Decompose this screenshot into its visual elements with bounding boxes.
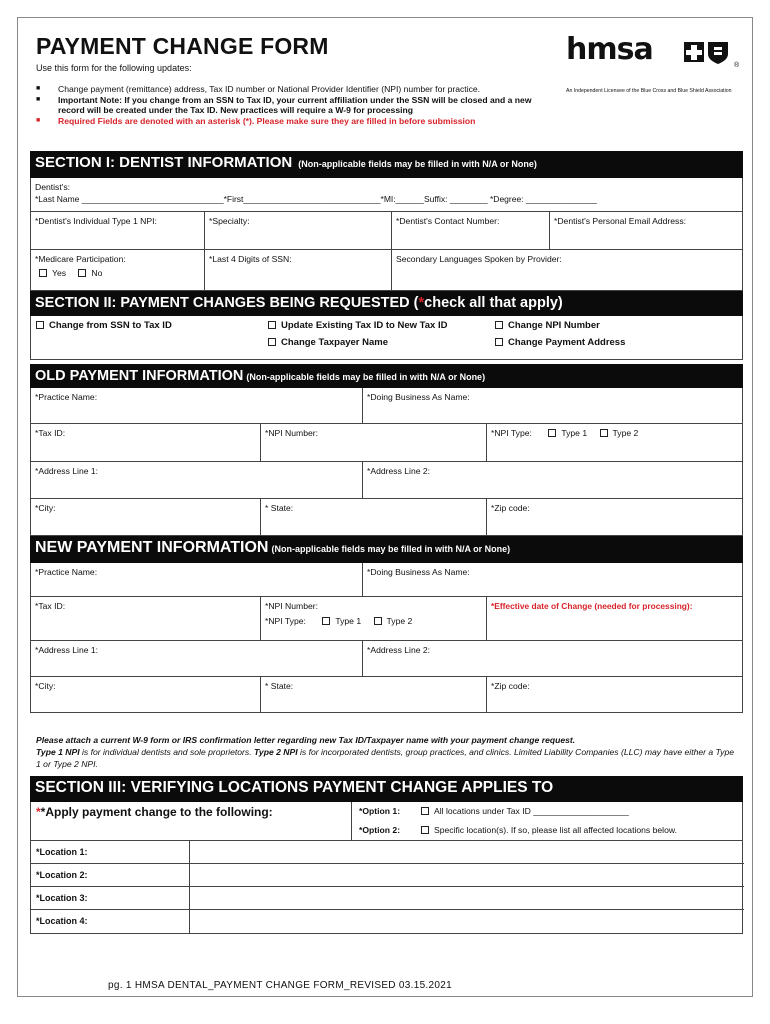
- individual-npi-field[interactable]: *Dentist's Individual Type 1 NPI:: [31, 212, 205, 250]
- new-type1-checkbox[interactable]: [322, 617, 330, 625]
- section1-header: SECTION I: DENTIST INFORMATION (Non-applicable fields may be filled in with N/A or None): [30, 151, 743, 178]
- new-tax-id-field[interactable]: *Tax ID:: [31, 597, 261, 641]
- checkbox[interactable]: [268, 338, 276, 346]
- old-state-field[interactable]: * State:: [261, 499, 487, 535]
- old-payment-header: OLD PAYMENT INFORMATION (Non-applicable fields may be filled in with N/A or None): [30, 364, 743, 388]
- new-type2-checkbox[interactable]: [374, 617, 382, 625]
- form-page: [17, 17, 753, 997]
- new-practice-name-field[interactable]: *Practice Name:: [31, 563, 363, 597]
- option2-row: *Option 2: Specific location(s). If so, please list all affected locations below.: [359, 825, 677, 835]
- old-practice-name-field[interactable]: *Practice Name:: [31, 388, 363, 424]
- location-row-3[interactable]: *Location 3:: [31, 887, 744, 910]
- instructions-list: [36, 84, 556, 126]
- dentist-name-field[interactable]: Dentist's: *Last Name ______________________________*First_____________________________*MI:______Suffix: ________ *Degree: _______________: [31, 178, 742, 212]
- contact-number-field[interactable]: *Dentist's Contact Number:: [392, 212, 550, 250]
- email-field[interactable]: *Dentist's Personal Email Address:: [550, 212, 742, 250]
- medicare-field: *Medicare Participation: Yes No: [31, 250, 205, 290]
- old-type1-checkbox[interactable]: [548, 429, 556, 437]
- registered-mark-icon: ®: [734, 62, 740, 69]
- blue-cross-shield-icon: [682, 40, 730, 64]
- option-change-npi[interactable]: Change NPI Number: [495, 320, 600, 331]
- section1-grid: [30, 178, 743, 291]
- location-row-2[interactable]: *Location 2:: [31, 864, 744, 887]
- medicare-yes-checkbox[interactable]: [39, 269, 47, 277]
- new-city-field[interactable]: *City:: [31, 677, 261, 712]
- new-address1-field[interactable]: *Address Line 1:: [31, 641, 363, 677]
- bullet-icon: ■: [36, 85, 41, 92]
- old-tax-id-field[interactable]: *Tax ID:: [31, 424, 261, 462]
- option-update-tax-id[interactable]: Update Existing Tax ID to New Tax ID: [268, 320, 447, 331]
- new-npi-number-field[interactable]: *NPI Number:: [265, 601, 319, 611]
- new-address2-field[interactable]: *Address Line 2:: [363, 641, 742, 677]
- specialty-field[interactable]: *Specialty:: [205, 212, 392, 250]
- option1-row: *Option 1: All locations under Tax ID ____________________: [359, 806, 629, 816]
- ssn-last4-field[interactable]: *Last 4 Digits of SSN:: [205, 250, 392, 290]
- page-subtitle: Use this form for the following updates:: [36, 63, 192, 73]
- instruction-item: ■ Required Fields are denoted with an asterisk (*). Please make sure they are filled in before submission: [36, 115, 476, 126]
- medicare-no-checkbox[interactable]: [78, 269, 86, 277]
- hmsa-logo: [566, 32, 746, 98]
- effective-date-field[interactable]: *Effective date of Change (needed for processing):: [487, 597, 742, 641]
- logo-tagline: An Independent Licensee of the Blue Cross and Blue Shield Association: [566, 88, 732, 94]
- section2-options: [30, 316, 743, 360]
- old-dba-field[interactable]: *Doing Business As Name:: [363, 388, 742, 424]
- old-address1-field[interactable]: *Address Line 1:: [31, 462, 363, 499]
- option-ssn-to-tax-id[interactable]: Change from SSN to Tax ID: [36, 320, 172, 331]
- new-state-field[interactable]: * State:: [261, 677, 487, 712]
- bullet-icon: ■: [36, 95, 41, 103]
- new-npi-field: *NPI Number: *NPI Type: Type 1 Type 2: [261, 597, 487, 641]
- old-npi-number-field[interactable]: *NPI Number:: [261, 424, 487, 462]
- logo-wordmark: hmsa: [566, 32, 653, 67]
- old-type2-checkbox[interactable]: [600, 429, 608, 437]
- page-title: PAYMENT CHANGE FORM: [36, 33, 329, 59]
- section2-header: SECTION II: PAYMENT CHANGES BEING REQUESTED (*check all that apply): [30, 291, 743, 316]
- old-address2-field[interactable]: *Address Line 2:: [363, 462, 742, 499]
- instruction-item: ■ Change payment (remittance) address, Tax ID number or National Provider Identifier (NPI) number for practice.: [36, 84, 481, 94]
- new-zip-field[interactable]: *Zip code:: [491, 681, 530, 691]
- option2-checkbox[interactable]: [421, 826, 429, 834]
- location-row-1[interactable]: *Location 1:: [31, 841, 744, 864]
- bullet-icon: ■: [36, 116, 41, 124]
- option1-checkbox[interactable]: [421, 807, 429, 815]
- option-change-taxpayer-name[interactable]: Change Taxpayer Name: [268, 337, 388, 348]
- old-payment-grid: [30, 388, 743, 536]
- page-footer: pg. 1 HMSA DENTAL_PAYMENT CHANGE FORM_REVISED 03.15.2021: [108, 980, 452, 991]
- apply-change-label: **Apply payment change to the following:: [31, 802, 352, 841]
- section3-options: [30, 802, 743, 841]
- old-city-field[interactable]: *City:: [31, 499, 261, 535]
- new-payment-grid: [30, 563, 743, 713]
- new-dba-field[interactable]: *Doing Business As Name:: [363, 563, 742, 597]
- languages-field[interactable]: Secondary Languages Spoken by Provider:: [396, 254, 562, 264]
- new-payment-header: NEW PAYMENT INFORMATION (Non-applicable fields may be filled in with N/A or None): [30, 536, 743, 563]
- instruction-item: ■ Important Note: If you change from an SSN to Tax ID, your current affiliation under the SSN will be closed and a new record will be created under the Tax ID. New practices will require a W-9 for processing: [36, 94, 532, 116]
- checkbox[interactable]: [268, 321, 276, 329]
- section3-header: SECTION III: VERIFYING LOCATIONS PAYMENT CHANGE APPLIES TO: [30, 776, 743, 802]
- checkbox[interactable]: [36, 321, 44, 329]
- attachment-note: Please attach a current W-9 form or IRS confirmation letter regarding new Tax ID/Taxpayer name with your payment change request. Type 1 NPI is for individual dentists and sole proprietors. Type 2 NPI is for incorporated dentists, group practices, and clinics. Limited Liability Companies (LLC) may have either a Type 1 or Type 2 NPI.: [36, 735, 735, 769]
- locations-table: [30, 840, 743, 934]
- old-npi-type-field: *NPI Type: Type 1 Type 2: [487, 424, 742, 462]
- checkbox[interactable]: [495, 338, 503, 346]
- option-change-payment-address[interactable]: Change Payment Address: [495, 337, 625, 348]
- checkbox[interactable]: [495, 321, 503, 329]
- location-row-4[interactable]: *Location 4:: [31, 910, 744, 933]
- old-zip-field[interactable]: *Zip code:: [491, 503, 530, 513]
